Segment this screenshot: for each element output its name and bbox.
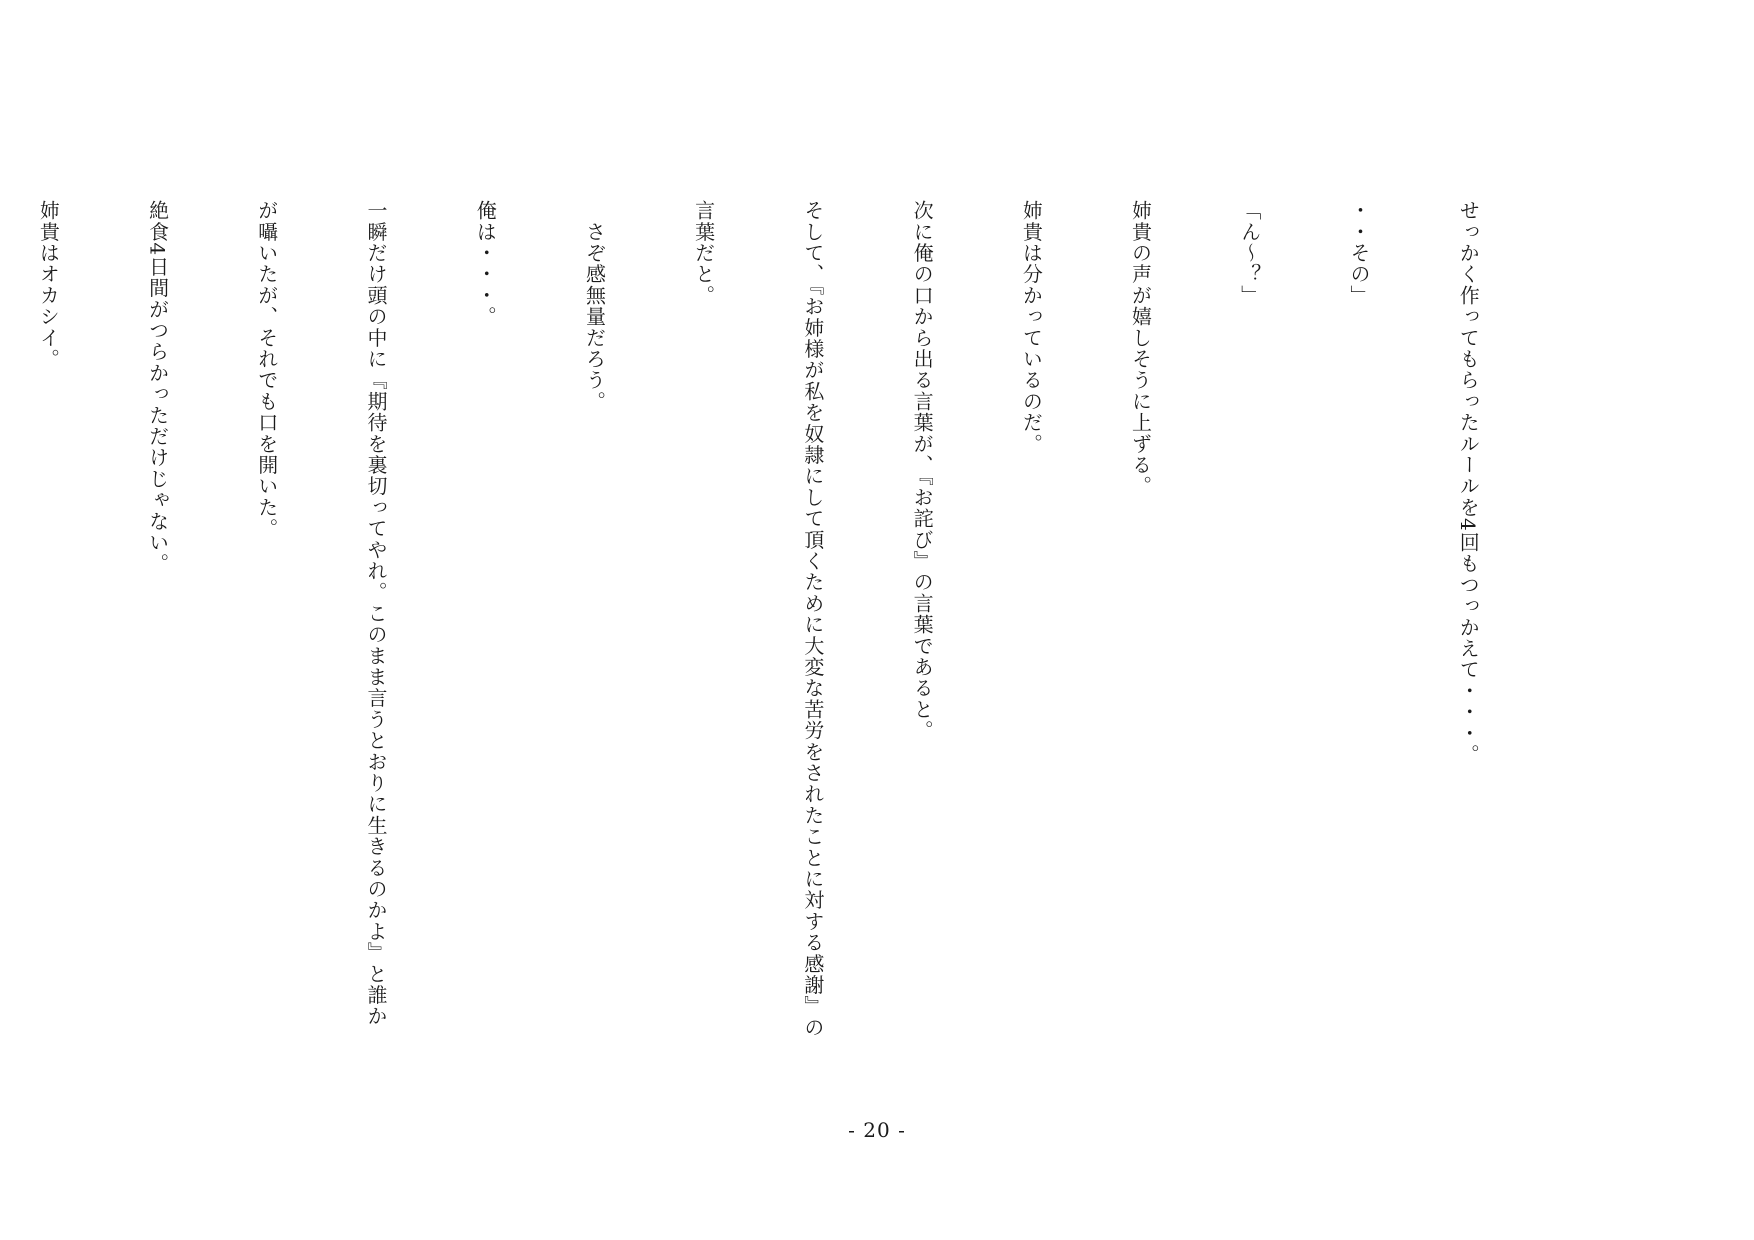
- text-line: 姉貴の声が嬉しそうに上ずる。: [1128, 200, 1153, 497]
- text-line: 姉貴は分かっているのだ。: [1019, 200, 1044, 455]
- text-line: 姉貴はオカシイ。: [36, 200, 61, 370]
- text-line: さぞ感無量だろう。: [582, 200, 607, 412]
- text-line: 次に俺の口から出る言葉が、『お詫び』の言葉であると。: [910, 200, 935, 742]
- text-line: せっかく作ってもらったルールを4回もつっかえて・・・。: [1456, 200, 1481, 766]
- text-line: 俺は・・・。: [473, 200, 498, 328]
- text-line: 「ん～？」: [1237, 200, 1262, 306]
- text-line: 言葉だと。: [691, 200, 716, 306]
- text-line: が囁いたが、それでも口を開いた。: [254, 200, 279, 540]
- page-number: - 20 -: [848, 1118, 906, 1142]
- text-line: そして、『お姉様が私を奴隷にして頂くために大変な苦労をされたことに対する感謝』の: [800, 200, 825, 1038]
- vertical-text-body: [0, 200, 1559, 1080]
- text-line: 一瞬だけ頭の中に『期待を裏切ってやれ。このまま言うとおりに生きるのかよ』と誰か: [364, 200, 388, 1027]
- text-line: ・・その」: [1346, 200, 1371, 306]
- text-line: 絶食4日間がつらかっただけじゃない。: [145, 200, 170, 575]
